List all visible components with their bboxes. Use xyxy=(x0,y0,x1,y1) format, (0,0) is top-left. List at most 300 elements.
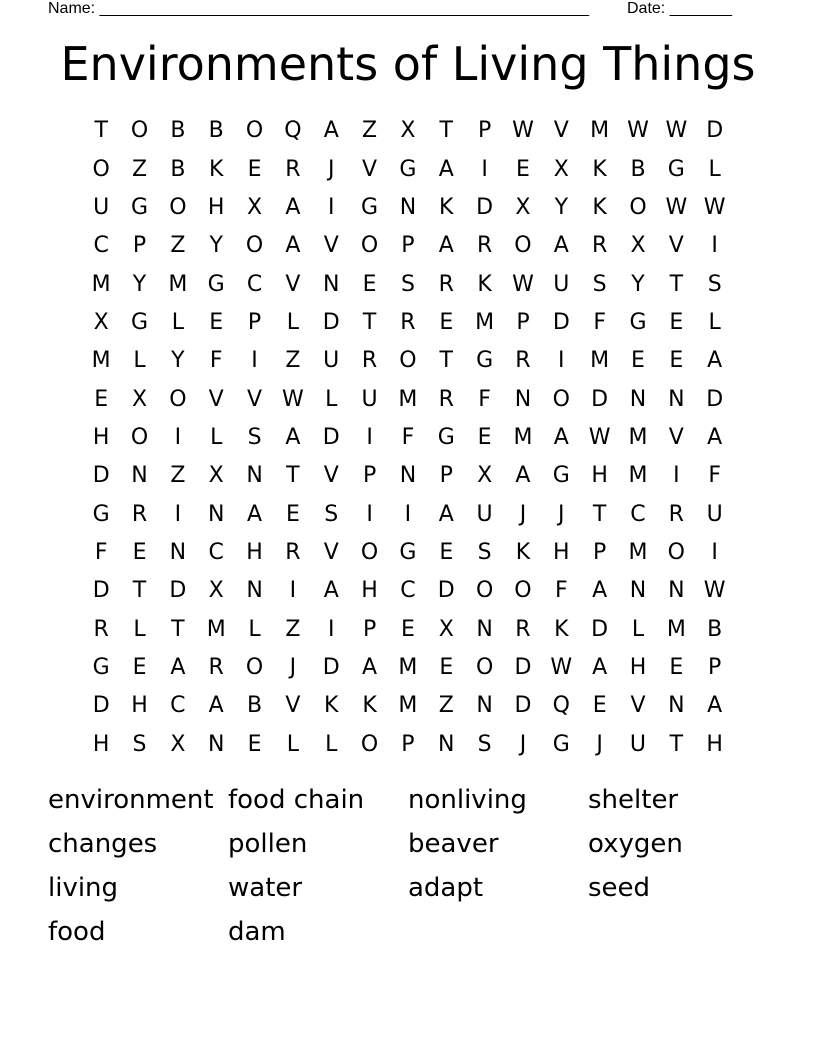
grid-letter: O xyxy=(169,194,187,220)
grid-letter: E xyxy=(209,309,224,335)
word-bank-item: oxygen xyxy=(588,829,683,859)
grid-letter: E xyxy=(516,156,530,182)
grid-letter: D xyxy=(476,194,494,220)
grid-letter: V xyxy=(208,386,224,412)
grid-letter: E xyxy=(669,348,684,374)
grid-letter: A xyxy=(362,654,378,680)
grid-letter: P xyxy=(593,539,607,565)
grid-letter: H xyxy=(553,539,570,565)
grid-letter: N xyxy=(399,194,417,220)
grid-letter: X xyxy=(131,386,148,412)
grid-letter: X xyxy=(208,463,224,489)
grid-letter: D xyxy=(92,578,110,604)
grid-letter: K xyxy=(208,156,224,182)
grid-letter: Y xyxy=(209,233,223,259)
grid-letter: O xyxy=(245,654,264,680)
grid-letter: Z xyxy=(170,463,186,489)
grid-letter: T xyxy=(669,271,684,297)
grid-letter: P xyxy=(132,233,147,259)
grid-letter: O xyxy=(514,233,532,259)
grid-letter: C xyxy=(246,271,263,297)
grid-letter: N xyxy=(668,578,685,604)
grid-letter: X xyxy=(93,309,109,335)
grid-letter: P xyxy=(401,731,415,757)
grid-letter: I xyxy=(251,348,258,374)
word-bank-item: dam xyxy=(228,917,286,947)
grid-letter: H xyxy=(629,654,647,680)
grid-letter: V xyxy=(323,233,339,259)
grid-letter: P xyxy=(439,463,453,489)
grid-letter: D xyxy=(322,424,340,450)
grid-letter: L xyxy=(325,731,338,757)
grid-letter: L xyxy=(708,309,721,335)
grid-letter: O xyxy=(245,118,264,144)
grid-letter: I xyxy=(327,616,335,642)
grid-letter: A xyxy=(438,501,454,527)
grid-letter: L xyxy=(631,616,645,642)
grid-letter: V xyxy=(323,539,339,565)
grid-letter: G xyxy=(92,654,110,680)
grid-letter: F xyxy=(554,578,568,604)
grid-letter: G xyxy=(130,309,149,335)
grid-letter: F xyxy=(708,463,721,489)
grid-letter: X xyxy=(170,731,186,757)
grid-letter: A xyxy=(323,118,339,144)
grid-letter: U xyxy=(553,271,570,297)
grid-letter: R xyxy=(131,501,148,527)
grid-letter: K xyxy=(592,194,607,220)
grid-letter: B xyxy=(170,118,186,144)
grid-letter: O xyxy=(360,233,379,259)
grid-letter: E xyxy=(592,693,607,719)
grid-letter: N xyxy=(246,463,263,489)
grid-letter: T xyxy=(592,501,607,527)
grid-letter: G xyxy=(476,348,494,374)
grid-letter: M xyxy=(398,386,418,412)
grid-letter: E xyxy=(400,616,415,642)
grid-letter: H xyxy=(207,194,225,220)
grid-letter: W xyxy=(665,118,688,144)
grid-letter: S xyxy=(324,501,339,527)
grid-letter: W xyxy=(703,578,726,604)
grid-letter: X xyxy=(477,463,493,489)
grid-row xyxy=(82,534,734,572)
grid-letter: X xyxy=(630,233,646,259)
grid-letter: K xyxy=(554,616,569,642)
grid-letter: I xyxy=(673,463,680,489)
grid-letter: P xyxy=(708,654,722,680)
grid-letter: B xyxy=(707,616,723,642)
grid-letter: I xyxy=(327,194,335,220)
grid-letter: G xyxy=(552,731,570,757)
grid-letter: Y xyxy=(631,271,645,297)
grid-letter: H xyxy=(246,539,263,565)
grid-letter: C xyxy=(630,501,646,527)
grid-letter: S xyxy=(400,271,415,297)
grid-letter: B xyxy=(170,156,186,182)
word-bank-item: food xyxy=(48,917,106,947)
grid-letter: V xyxy=(630,693,646,719)
grid-letter: D xyxy=(591,386,609,412)
grid-row xyxy=(82,687,734,725)
grid-letter: D xyxy=(514,693,532,719)
grid-letter: E xyxy=(669,309,684,335)
grid-letter: N xyxy=(668,386,685,412)
grid-letter: N xyxy=(514,386,532,412)
grid-letter: R xyxy=(361,348,378,374)
grid-letter: R xyxy=(285,156,301,182)
grid-letter: Z xyxy=(285,616,301,642)
grid-letter: C xyxy=(400,578,416,604)
grid-letter: R xyxy=(93,616,109,642)
grid-letter: D xyxy=(706,386,724,412)
grid-row xyxy=(82,457,734,495)
grid-letter: O xyxy=(475,654,494,680)
grid-letter: A xyxy=(553,424,569,450)
grid-letter: I xyxy=(711,539,718,565)
grid-letter: A xyxy=(438,233,454,259)
date-field: Date: _______ xyxy=(627,0,732,17)
grid-letter: W xyxy=(512,271,534,297)
grid-letter: T xyxy=(439,348,453,374)
grid-letter: A xyxy=(285,424,301,450)
grid-letter: H xyxy=(92,731,110,757)
grid-letter: I xyxy=(174,424,182,450)
grid-letter: E xyxy=(631,348,645,374)
grid-letter: E xyxy=(669,654,684,680)
grid-letter: L xyxy=(325,386,338,412)
grid-letter: J xyxy=(519,731,527,757)
word-bank-item: shelter xyxy=(588,785,679,815)
grid-letter: A xyxy=(707,348,723,374)
grid-letter: C xyxy=(93,233,109,259)
grid-letter: M xyxy=(590,118,610,144)
grid-row xyxy=(82,189,734,227)
grid-letter: H xyxy=(706,731,723,757)
grid-letter: H xyxy=(591,463,608,489)
grid-letter: R xyxy=(515,348,531,374)
grid-letter: Z xyxy=(285,348,301,374)
grid-letter: S xyxy=(707,271,722,297)
word-bank-item: food chain xyxy=(228,785,365,815)
grid-letter: Z xyxy=(438,693,454,719)
grid-letter: T xyxy=(362,309,377,335)
grid-letter: G xyxy=(130,194,149,220)
grid-letter: S xyxy=(477,731,492,757)
grid-letter: T xyxy=(171,616,185,642)
grid-letter: A xyxy=(438,156,454,182)
grid-letter: O xyxy=(475,578,494,604)
grid-letter: L xyxy=(133,616,146,642)
grid-letter: G xyxy=(207,271,225,297)
grid-letter: O xyxy=(169,386,187,412)
grid-letter: W xyxy=(588,424,611,450)
grid-letter: D xyxy=(437,578,455,604)
grid-letter: H xyxy=(361,578,378,604)
grid-letter: O xyxy=(245,233,264,259)
header xyxy=(0,0,816,20)
grid-letter: Z xyxy=(131,156,148,182)
grid-row xyxy=(82,419,734,457)
grid-letter: E xyxy=(439,309,454,335)
grid-letter: F xyxy=(209,348,223,374)
grid-letter: R xyxy=(515,616,531,642)
grid-letter: T xyxy=(439,118,453,144)
grid-letter: O xyxy=(92,156,110,182)
page-title: Environments of Living Things xyxy=(60,37,756,91)
word-bank-item: seed xyxy=(588,873,651,903)
grid-letter: V xyxy=(553,118,569,144)
grid-letter: T xyxy=(94,118,108,144)
grid-letter: M xyxy=(91,348,111,374)
grid-letter: P xyxy=(477,118,492,144)
grid-row xyxy=(82,649,734,687)
grid-letter: K xyxy=(477,271,492,297)
grid-letter: A xyxy=(592,654,608,680)
grid-letter: M xyxy=(398,693,418,719)
grid-letter: R xyxy=(668,501,684,527)
word-bank-item: environment xyxy=(48,785,214,815)
grid-letter: X xyxy=(553,156,569,182)
grid-letter: P xyxy=(362,616,377,642)
grid-letter: K xyxy=(592,156,607,182)
grid-row xyxy=(82,380,734,418)
grid-letter: L xyxy=(708,156,721,182)
grid-letter: V xyxy=(323,463,339,489)
grid-letter: O xyxy=(360,539,379,565)
grid-letter: L xyxy=(171,309,184,335)
grid-letter: M xyxy=(628,539,648,565)
grid-letter: E xyxy=(439,654,454,680)
grid-letter: J xyxy=(327,156,335,182)
grid-letter: O xyxy=(360,731,379,757)
grid-letter: G xyxy=(552,463,570,489)
grid-letter: P xyxy=(401,233,415,259)
grid-letter: X xyxy=(208,578,224,604)
grid-letter: S xyxy=(477,539,492,565)
grid-letter: G xyxy=(92,501,110,527)
grid-letter: M xyxy=(475,309,495,335)
grid-letter: R xyxy=(285,539,301,565)
grid-letter: A xyxy=(247,501,263,527)
word-bank xyxy=(48,778,768,954)
grid-letter: L xyxy=(286,731,300,757)
grid-letter: H xyxy=(92,424,110,450)
word-bank-item: nonliving xyxy=(408,785,527,815)
grid-letter: D xyxy=(322,309,340,335)
grid-letter: J xyxy=(596,731,603,757)
grid-letter: E xyxy=(362,271,377,297)
grid-letter: A xyxy=(553,233,569,259)
grid-letter: J xyxy=(289,654,297,680)
grid-letter: D xyxy=(169,578,187,604)
grid-letter: I xyxy=(174,501,182,527)
grid-letter: U xyxy=(323,348,340,374)
grid-letter: D xyxy=(92,463,110,489)
grid-letter: N xyxy=(207,731,225,757)
grid-letter: S xyxy=(247,424,262,450)
grid-letter: N xyxy=(668,693,685,719)
grid-letter: Z xyxy=(362,118,378,144)
grid-letter: G xyxy=(629,309,647,335)
grid-letter: R xyxy=(438,271,454,297)
grid-letter: T xyxy=(669,731,684,757)
grid-letter: M xyxy=(513,424,533,450)
grid-letter: A xyxy=(285,194,301,220)
grid-letter: X xyxy=(438,616,454,642)
grid-letter: N xyxy=(476,616,493,642)
grid-letter: V xyxy=(668,233,684,259)
grid-letter: E xyxy=(247,156,262,182)
grid-letter: U xyxy=(476,501,493,527)
grid-letter: I xyxy=(289,578,297,604)
grid-letter: O xyxy=(399,348,417,374)
grid-letter: P xyxy=(362,463,377,489)
grid-letter: W xyxy=(550,654,573,680)
grid-letter: B xyxy=(630,156,646,182)
grid-letter: Y xyxy=(132,271,147,297)
word-bank-item: adapt xyxy=(408,873,484,903)
grid-letter: N xyxy=(246,578,263,604)
grid-letter: O xyxy=(514,578,532,604)
grid-letter: V xyxy=(362,156,378,182)
letter-grid xyxy=(82,112,734,764)
grid-letter: W xyxy=(665,194,688,220)
grid-letter: F xyxy=(401,424,415,450)
grid-letter: N xyxy=(207,501,225,527)
grid-letter: M xyxy=(398,654,418,680)
grid-letter: M xyxy=(590,348,610,374)
grid-letter: S xyxy=(132,731,147,757)
grid-letter: N xyxy=(169,539,187,565)
grid-letter: G xyxy=(361,194,379,220)
grid-letter: O xyxy=(130,424,149,450)
grid-letter: P xyxy=(247,309,262,335)
grid-letter: U xyxy=(361,386,378,412)
grid-letter: A xyxy=(208,693,224,719)
grid-letter: W xyxy=(512,118,534,144)
grid-letter: A xyxy=(707,693,723,719)
grid-letter: N xyxy=(131,463,148,489)
grid-letter: M xyxy=(628,463,648,489)
grid-letter: G xyxy=(399,539,417,565)
grid-letter: O xyxy=(130,118,149,144)
grid-row xyxy=(82,265,734,303)
grid-row xyxy=(82,726,734,764)
grid-letter: U xyxy=(629,731,647,757)
grid-row xyxy=(82,112,734,150)
grid-letter: D xyxy=(514,654,532,680)
grid-letter: M xyxy=(628,424,648,450)
grid-letter: N xyxy=(629,578,647,604)
grid-letter: Y xyxy=(554,194,569,220)
grid-letter: I xyxy=(711,233,718,259)
grid-letter: T xyxy=(286,463,300,489)
grid-letter: V xyxy=(285,271,301,297)
grid-letter: R xyxy=(208,654,224,680)
grid-letter: R xyxy=(591,233,608,259)
grid-letter: R xyxy=(438,386,454,412)
grid-letter: Q xyxy=(284,118,302,144)
grid-letter: B xyxy=(247,693,263,719)
grid-letter: H xyxy=(131,693,148,719)
grid-letter: I xyxy=(366,424,373,450)
grid-letter: W xyxy=(703,194,726,220)
grid-letter: W xyxy=(627,118,649,144)
grid-letter: E xyxy=(132,654,147,680)
grid-letter: M xyxy=(206,616,226,642)
grid-letter: C xyxy=(170,693,186,719)
grid-letter: I xyxy=(366,501,373,527)
grid-letter: K xyxy=(515,539,531,565)
grid-letter: X xyxy=(247,194,263,220)
grid-letter: O xyxy=(552,386,570,412)
grid-letter: D xyxy=(591,616,609,642)
grid-letter: O xyxy=(667,539,685,565)
grid-row xyxy=(82,495,734,533)
grid-letter: F xyxy=(478,386,491,412)
grid-row xyxy=(82,150,734,188)
grid-letter: E xyxy=(285,501,300,527)
grid-letter: Q xyxy=(552,693,570,719)
grid-letter: F xyxy=(94,539,108,565)
grid-letter: N xyxy=(438,731,455,757)
word-bank-item: living xyxy=(48,873,119,903)
grid-letter: A xyxy=(515,463,531,489)
grid-letter: X xyxy=(400,118,416,144)
grid-letter: I xyxy=(558,348,565,374)
grid-letter: E xyxy=(247,731,262,757)
grid-letter: U xyxy=(93,194,110,220)
grid-letter: M xyxy=(168,271,188,297)
grid-letter: D xyxy=(322,654,340,680)
grid-row xyxy=(82,342,734,380)
grid-letter: V xyxy=(285,693,301,719)
grid-letter: S xyxy=(592,271,607,297)
word-bank-item: water xyxy=(228,873,303,903)
name-field: Name: _______________________________________________________ xyxy=(48,0,589,17)
grid-letter: N xyxy=(399,463,417,489)
grid-letter: J xyxy=(519,501,527,527)
grid-letter: K xyxy=(324,693,339,719)
grid-letter: N xyxy=(323,271,340,297)
grid-letter: N xyxy=(629,386,647,412)
grid-letter: A xyxy=(707,424,723,450)
grid-letter: V xyxy=(668,424,684,450)
grid-row xyxy=(82,304,734,342)
grid-letter: G xyxy=(399,156,417,182)
grid-letter: G xyxy=(667,156,685,182)
grid-row xyxy=(82,610,734,648)
grid-row xyxy=(82,227,734,265)
word-bank-item: changes xyxy=(48,829,158,859)
grid-letter: I xyxy=(481,156,488,182)
grid-letter: A xyxy=(170,654,186,680)
grid-letter: D xyxy=(706,118,724,144)
grid-letter: M xyxy=(666,616,686,642)
grid-letter: M xyxy=(91,271,111,297)
grid-letter: C xyxy=(208,539,224,565)
grid-letter: K xyxy=(362,693,377,719)
grid-letter: L xyxy=(133,348,146,374)
grid-letter: R xyxy=(400,309,416,335)
grid-letter: F xyxy=(593,309,606,335)
grid-letter: J xyxy=(558,501,565,527)
grid-letter: K xyxy=(439,194,454,220)
grid-letter: Z xyxy=(170,233,186,259)
grid-letter: G xyxy=(437,424,455,450)
grid-letter: O xyxy=(629,194,647,220)
